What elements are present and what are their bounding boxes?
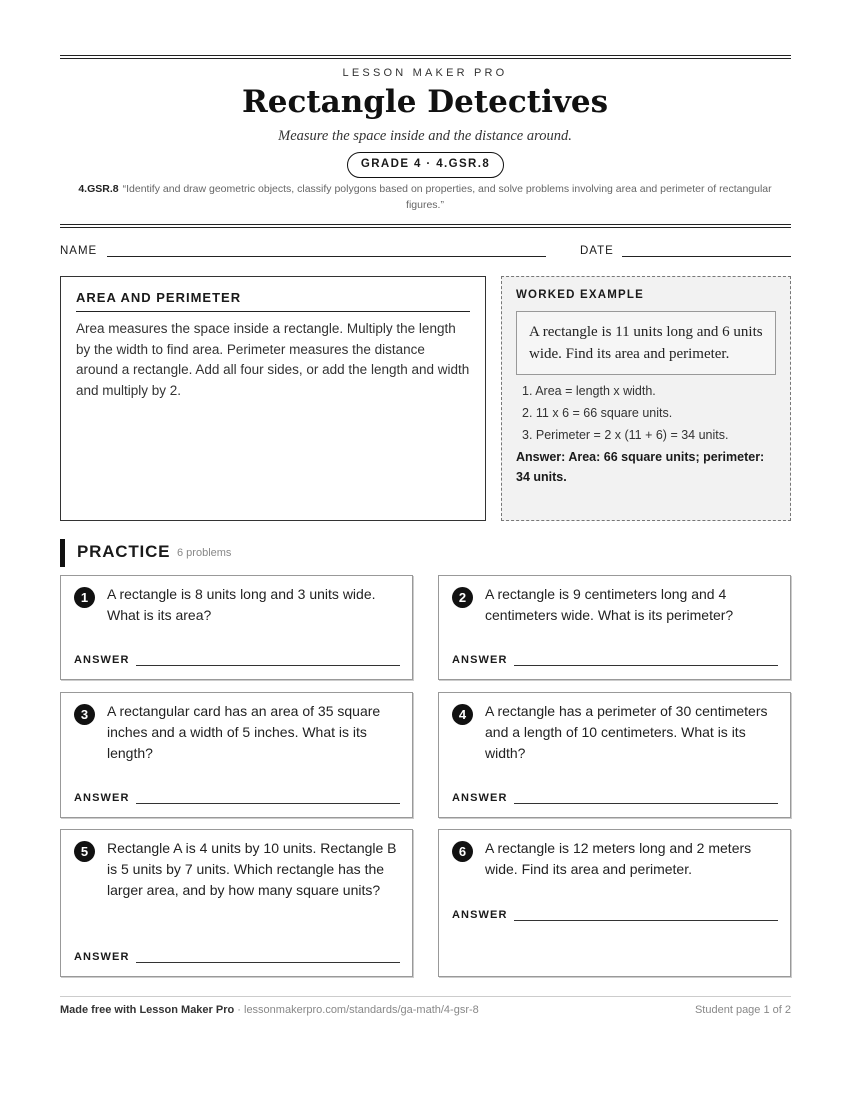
practice-title: PRACTICE [77, 542, 171, 561]
problem-number: 5 [74, 841, 95, 862]
footer-credit [60, 1004, 479, 1016]
footer-url[interactable]: · lessonmakerpro.com/standards/ga-math/4-gsr-8 [237, 1004, 479, 1016]
practice-count: 6 problems [177, 547, 232, 559]
footer-made-with: Made free with Lesson Maker Pro [60, 1004, 235, 1016]
answer-label: ANSWER [74, 792, 130, 804]
answer-label: ANSWER [74, 654, 130, 666]
header-bottom-double-rule [60, 224, 791, 228]
answer-label: ANSWER [452, 909, 508, 921]
answer-field[interactable] [514, 665, 778, 666]
concept-title: AREA AND PERIMETER [76, 290, 470, 312]
answer-label: ANSWER [74, 951, 130, 963]
worked-example-step: 2. 11 x 6 = 66 square units. [522, 406, 673, 420]
standard-text: “Identify and draw geometric objects, classify polygons based on properties, and solve problems involving area and perimeter of rectangular figures.” [122, 183, 772, 211]
answer-field[interactable] [136, 962, 400, 963]
name-field[interactable] [107, 256, 546, 257]
problem-text: A rectangular card has an area of 35 square inches and a width of 5 inches. What is its length? [107, 703, 381, 761]
footer-divider [60, 996, 791, 997]
problem-text: A rectangle is 9 centimeters long and 4 centimeters wide. What is its perimeter? [485, 586, 734, 623]
practice-accent-bar [60, 539, 65, 567]
answer-label: ANSWER [452, 654, 508, 666]
problem-number: 1 [74, 587, 95, 608]
worked-example-title: WORKED EXAMPLE [516, 289, 644, 301]
problem-card [438, 575, 791, 680]
problem-card [60, 692, 413, 818]
date-label: DATE [580, 245, 614, 257]
page-subtitle: Measure the space inside and the distance around. [278, 128, 572, 144]
problem-card [438, 692, 791, 818]
concept-body: Area measures the space inside a rectangle. Multiply the length by the width to find area. Perimeter measures the distance around a rectangle. Add all four sides, or add the length and width and multiply by 2. [76, 321, 470, 398]
page-title: Rectangle Detectives [241, 84, 609, 120]
top-double-rule [60, 55, 791, 59]
date-field[interactable] [622, 256, 791, 257]
problem-number: 3 [74, 704, 95, 725]
problem-card [438, 829, 791, 977]
problem-card [60, 575, 413, 680]
name-label: NAME [60, 245, 98, 257]
worked-example-step: 3. Perimeter = 2 x (11 + 6) = 34 units. [522, 428, 729, 442]
problem-text: A rectangle is 12 meters long and 2 meters wide. Find its area and perimeter. [485, 840, 752, 877]
problem-card [60, 829, 413, 977]
problem-text: A rectangle has a perimeter of 30 centimeters and a length of 10 centimeters. What is its width? [485, 703, 768, 761]
worked-example-step: 1. Area = length x width. [522, 384, 656, 398]
answer-field[interactable] [136, 665, 400, 666]
answer-label: ANSWER [452, 792, 508, 804]
answer-field[interactable] [514, 920, 778, 921]
worked-example-answer: Answer: Area: 66 square units; perimeter: 34 units. [516, 450, 765, 484]
worked-example-panel [501, 276, 791, 521]
worked-example-prompt: A rectangle is 11 units long and 6 units wide. Find its area and perimeter. [516, 311, 776, 375]
brand-name: LESSON MAKER PRO [342, 67, 508, 79]
problem-number: 6 [452, 841, 473, 862]
footer-page-number: Student page 1 of 2 [694, 1004, 791, 1016]
concept-panel [60, 276, 486, 521]
problem-number: 4 [452, 704, 473, 725]
problem-text: Rectangle A is 4 units by 10 units. Rectangle B is 5 units by 7 units. Which rectangle has the larger area, and by how many square units? [107, 840, 397, 898]
problem-number: 2 [452, 587, 473, 608]
answer-field[interactable] [514, 803, 778, 804]
answer-field[interactable] [136, 803, 400, 804]
grade-badge: GRADE 4 · 4.GSR.8 [347, 152, 504, 178]
standard-description [72, 181, 778, 213]
worked-example-steps [516, 380, 776, 446]
standard-code: 4.GSR.8 [78, 183, 119, 195]
problem-text: A rectangle is 8 units long and 3 units wide. What is its area? [107, 586, 376, 623]
